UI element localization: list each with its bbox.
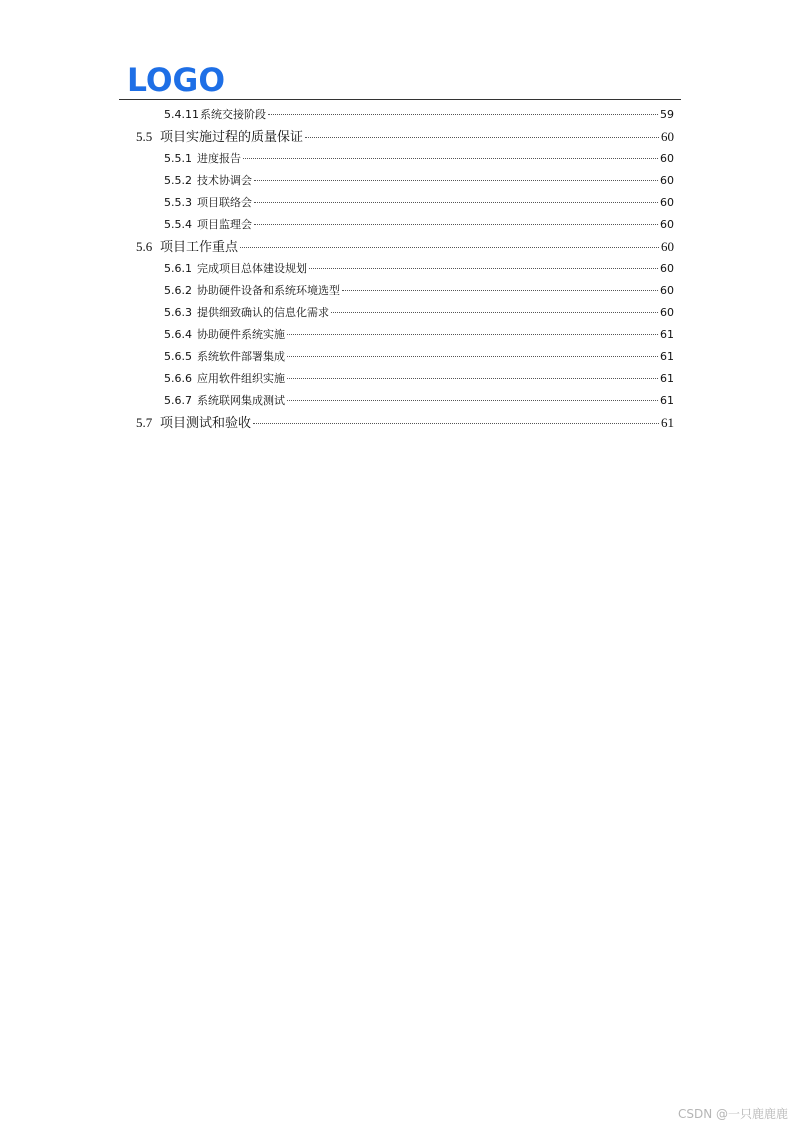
toc-entry-number: 5.6.5 — [164, 350, 192, 363]
toc-leader-dots — [287, 334, 658, 335]
toc-leader-dots — [254, 180, 658, 181]
toc-entry-title: 项目工作重点 — [160, 239, 239, 254]
toc-leader-dots — [305, 137, 659, 138]
toc-leader-dots — [254, 202, 658, 203]
toc-entry-5-5-2[interactable] — [164, 172, 674, 188]
toc-entry-number: 5.5.1 — [164, 152, 192, 165]
toc-leader-dots — [287, 378, 658, 379]
toc-leader-dots — [287, 400, 658, 401]
toc-entry-page: 61 — [661, 415, 674, 430]
toc-entry-page: 60 — [660, 284, 674, 297]
toc-entry-5-6-1[interactable] — [164, 260, 674, 276]
toc-entry-title: 协助硬件设备和系统环境选型 — [197, 284, 340, 297]
toc-entry-title: 项目联络会 — [197, 196, 252, 209]
logo — [127, 63, 227, 95]
toc-entry-page: 61 — [660, 350, 674, 363]
toc-leader-dots — [268, 114, 658, 115]
toc-leader-dots — [309, 268, 658, 269]
toc-entry-5-6-5[interactable] — [164, 348, 674, 364]
toc-leader-dots — [243, 158, 658, 159]
toc-entry-page: 60 — [661, 239, 674, 254]
toc-entry-5-4-11[interactable] — [164, 106, 674, 122]
toc-entry-5-7[interactable] — [136, 412, 674, 431]
toc-entry-title: 系统交接阶段 — [200, 108, 266, 121]
toc-leader-dots — [254, 224, 658, 225]
toc-entry-number: 5.6.6 — [164, 372, 192, 385]
logo-text: LOGO — [127, 63, 225, 95]
toc-leader-dots — [342, 290, 658, 291]
toc-entry-5-6-6[interactable] — [164, 370, 674, 386]
toc-entry-title: 项目测试和验收 — [160, 415, 252, 430]
toc-entry-5-5-1[interactable] — [164, 150, 674, 166]
toc-entry-number: 5.5.3 — [164, 196, 192, 209]
toc-entry-5-5-3[interactable] — [164, 194, 674, 210]
toc-entry-page: 60 — [660, 152, 674, 165]
toc-entry-title: 进度报告 — [197, 152, 241, 165]
toc-entry-title: 协助硬件系统实施 — [197, 328, 285, 341]
toc-entry-page: 60 — [660, 218, 674, 231]
toc-entry-number: 5.7 — [136, 415, 153, 430]
toc-entry-title: 系统联网集成测试 — [197, 394, 285, 407]
toc-entry-5-6[interactable] — [136, 236, 674, 255]
toc-entry-title: 项目监理会 — [197, 218, 252, 231]
watermark: CSDN @一只鹿鹿鹿 — [677, 1107, 788, 1121]
toc-entry-title: 应用软件组织实施 — [197, 372, 285, 385]
toc-entry-title: 项目实施过程的质量保证 — [160, 129, 304, 144]
toc-entry-5-6-7[interactable] — [164, 392, 674, 408]
toc-entry-title: 技术协调会 — [197, 174, 252, 187]
toc-entry-5-5-4[interactable] — [164, 216, 674, 232]
toc-leader-dots — [331, 312, 658, 313]
toc-entry-number: 5.6.7 — [164, 394, 192, 407]
toc-entry-page: 60 — [660, 174, 674, 187]
toc-entry-page: 59 — [660, 108, 674, 121]
toc-entry-number: 5.6 — [136, 239, 153, 254]
toc-entry-number: 5.6.4 — [164, 328, 192, 341]
toc-entry-number: 5.5.4 — [164, 218, 192, 231]
toc-entry-number: 5.4.11 — [164, 108, 199, 121]
toc-entry-5-6-4[interactable] — [164, 326, 674, 342]
header-rule — [119, 99, 681, 100]
toc-entry-5-5[interactable] — [136, 126, 674, 145]
toc-entry-page: 60 — [660, 196, 674, 209]
toc-entry-number: 5.6.2 — [164, 284, 192, 297]
toc-entry-5-6-3[interactable] — [164, 304, 674, 320]
toc-entry-page: 60 — [660, 262, 674, 275]
toc-entry-page: 61 — [660, 372, 674, 385]
toc-leader-dots — [240, 247, 659, 248]
toc-entry-number: 5.5.2 — [164, 174, 192, 187]
toc-leader-dots — [287, 356, 658, 357]
toc-entry-number: 5.6.3 — [164, 306, 192, 319]
toc-entry-page: 60 — [661, 129, 674, 144]
toc-entry-title: 系统软件部署集成 — [197, 350, 285, 363]
toc-entry-title: 完成项目总体建设规划 — [197, 262, 307, 275]
toc-entry-number: 5.5 — [136, 129, 153, 144]
toc-entry-page: 61 — [660, 394, 674, 407]
toc-leader-dots — [253, 423, 659, 424]
toc-entry-page: 61 — [660, 328, 674, 341]
toc-entry-number: 5.6.1 — [164, 262, 192, 275]
toc-entry-title: 提供细致确认的信息化需求 — [197, 306, 329, 319]
toc-entry-5-6-2[interactable] — [164, 282, 674, 298]
toc-entry-page: 60 — [660, 306, 674, 319]
